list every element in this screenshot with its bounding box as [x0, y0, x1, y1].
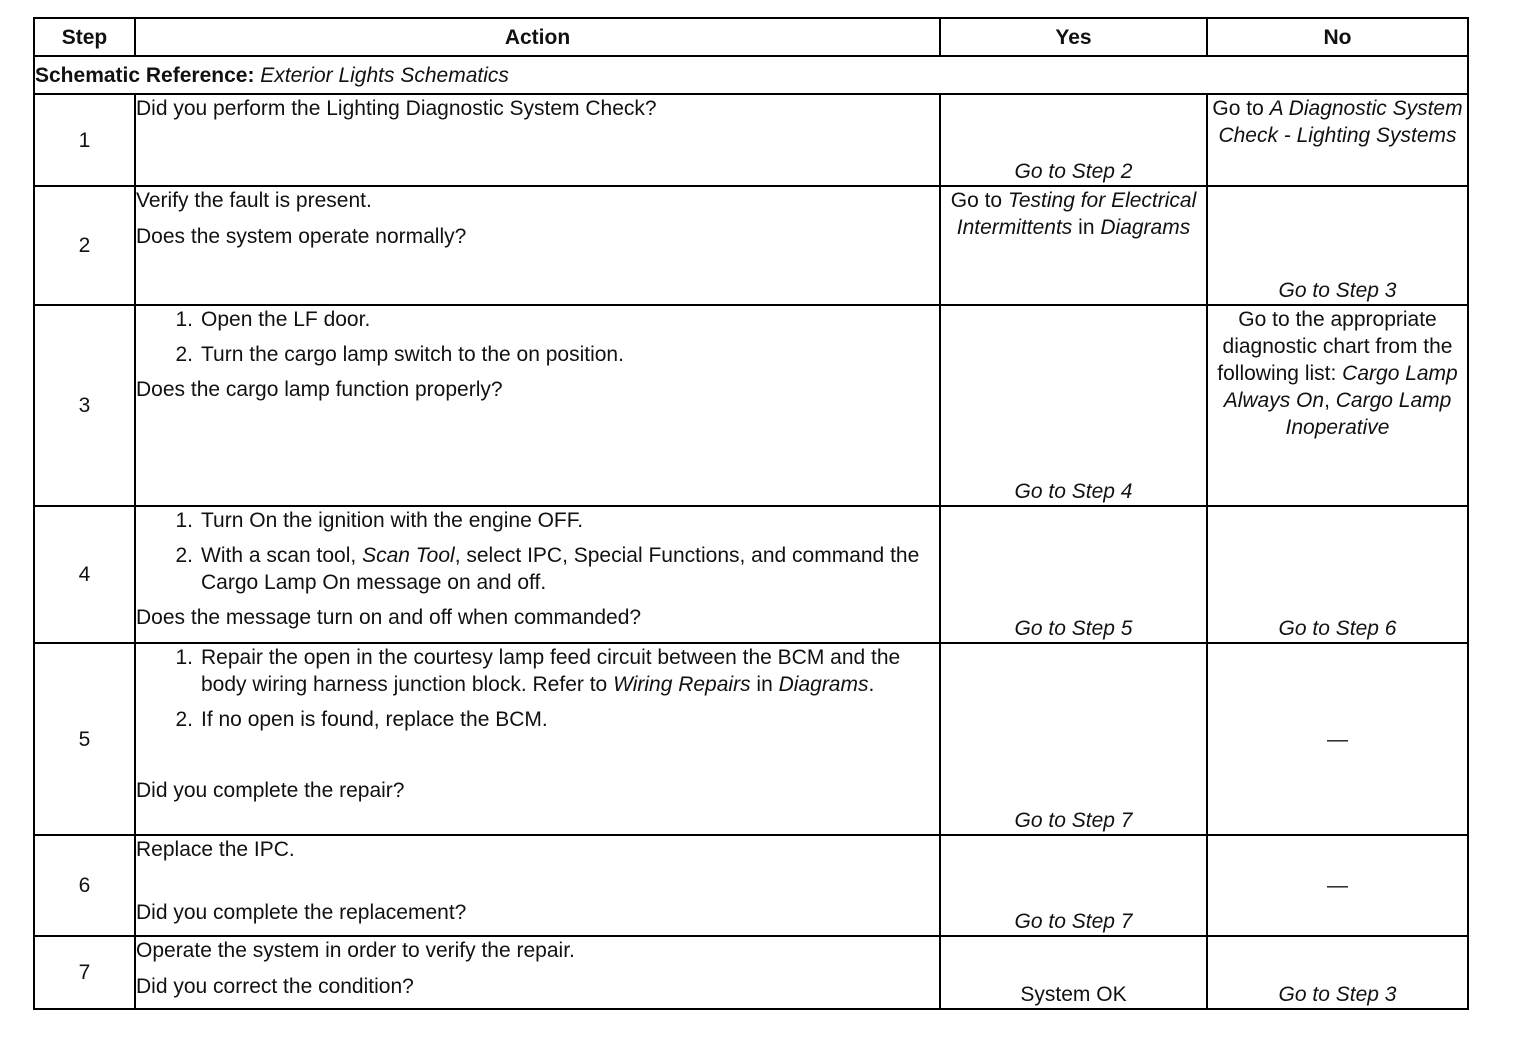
yes-cell	[940, 643, 1207, 835]
no-result: Go to Step 6	[1278, 617, 1397, 640]
no-cell	[1207, 936, 1468, 1009]
yes-result-section: Diagrams	[1100, 216, 1191, 239]
yes-cell	[940, 936, 1207, 1009]
no-cell	[1207, 835, 1468, 936]
action-question: Did you complete the repair?	[136, 779, 405, 802]
action-question: Did you perform the Lighting Diagnostic System Check?	[136, 97, 657, 120]
action-cell	[135, 643, 940, 835]
yes-result: Go to Step 7	[1014, 809, 1133, 832]
table-row	[34, 186, 1468, 305]
yes-prefix: Go to	[950, 189, 1003, 212]
diagnostic-table	[33, 17, 1469, 1010]
yes-result: Go to Step 4	[1014, 480, 1133, 503]
no-result-alt: Cargo Lamp Inoperative	[1285, 389, 1452, 439]
header-step: Step	[34, 18, 135, 56]
no-cell	[1207, 94, 1468, 186]
table-row	[34, 305, 1468, 506]
yes-result: Testing for Electrical Intermittents	[956, 189, 1197, 239]
yes-cell	[940, 305, 1207, 506]
action-question: Does the system operate normally?	[136, 225, 467, 248]
schematic-reference-label: Schematic Reference:	[35, 63, 255, 87]
action-cell	[135, 305, 940, 506]
no-result: Cargo Lamp Always On	[1223, 362, 1458, 412]
action-question: Did you correct the condition?	[136, 975, 414, 998]
no-cell	[1207, 643, 1468, 835]
action-list	[136, 507, 939, 596]
action-cell	[135, 835, 940, 936]
yes-mid: in	[1078, 216, 1095, 239]
step-number: 3	[34, 305, 135, 506]
table-row	[34, 506, 1468, 643]
yes-cell	[940, 506, 1207, 643]
header-no: No	[1207, 18, 1468, 56]
schematic-reference-value: Exterior Lights Schematics	[260, 63, 509, 87]
yes-result: Go to Step 5	[1014, 617, 1133, 640]
list-item: 2. Turn the cargo lamp switch to the on position.	[175, 343, 624, 366]
action-cell	[135, 506, 940, 643]
step-number: 4	[34, 506, 135, 643]
yes-cell	[940, 94, 1207, 186]
action-instruction: Verify the fault is present.	[136, 189, 372, 212]
list-item: 2. If no open is found, replace the BCM.	[175, 708, 548, 731]
yes-cell	[940, 835, 1207, 936]
yes-result: System OK	[1020, 983, 1127, 1006]
no-prefix: Go to	[1212, 97, 1264, 120]
table-row	[34, 643, 1468, 835]
action-list	[136, 644, 939, 733]
list-item: 1. Open the LF door.	[175, 308, 371, 331]
no-result: —	[1327, 874, 1348, 897]
list-item: 1. Turn On the ignition with the engine OFF.	[175, 509, 584, 532]
table-row	[34, 94, 1468, 186]
header-row	[34, 18, 1468, 56]
list-item: 2. With a scan tool, Scan Tool, select IPC, Special Functions, and command the Cargo Lamp On message on and off.	[175, 544, 920, 594]
action-list	[136, 306, 939, 368]
action-cell	[135, 94, 940, 186]
no-cell	[1207, 186, 1468, 305]
schematic-reference	[34, 56, 1468, 94]
action-question: Did you complete the replacement?	[136, 901, 467, 924]
action-cell	[135, 936, 940, 1009]
step-number: 7	[34, 936, 135, 1009]
action-cell	[135, 186, 940, 305]
step-number: 2	[34, 186, 135, 305]
action-question: Does the message turn on and off when commanded?	[136, 606, 642, 629]
table-row	[34, 835, 1468, 936]
step-number: 1	[34, 94, 135, 186]
header-action: Action	[135, 18, 940, 56]
action-instruction: Replace the IPC.	[136, 838, 295, 861]
no-result: Go to Step 3	[1278, 983, 1397, 1006]
action-question: Does the cargo lamp function properly?	[136, 378, 503, 401]
step-number: 6	[34, 835, 135, 936]
yes-cell	[940, 186, 1207, 305]
yes-result: Go to Step 2	[1014, 160, 1133, 183]
no-result: —	[1327, 727, 1348, 751]
yes-result: Go to Step 7	[1014, 910, 1133, 933]
action-instruction: Operate the system in order to verify the repair.	[136, 939, 575, 962]
table-row	[34, 936, 1468, 1009]
no-result: Go to Step 3	[1278, 279, 1397, 302]
no-result: A Diagnostic System Check - Lighting Systems	[1218, 97, 1463, 147]
no-cell: Go to the appropriate diagnostic chart from the following list: Cargo Lamp Always On, Cargo Lamp Inoperative	[1207, 305, 1468, 506]
list-item: 1. Repair the open in the courtesy lamp feed circuit between the BCM and the body wiring harness junction block. Refer to Wiring Repairs in Diagrams.	[175, 646, 901, 696]
step-number: 5	[34, 643, 135, 835]
schematic-reference-row	[34, 56, 1468, 94]
no-cell	[1207, 506, 1468, 643]
no-instruction: Go to the appropriate diagnostic chart from the following list:	[1217, 308, 1453, 385]
header-yes: Yes	[940, 18, 1207, 56]
